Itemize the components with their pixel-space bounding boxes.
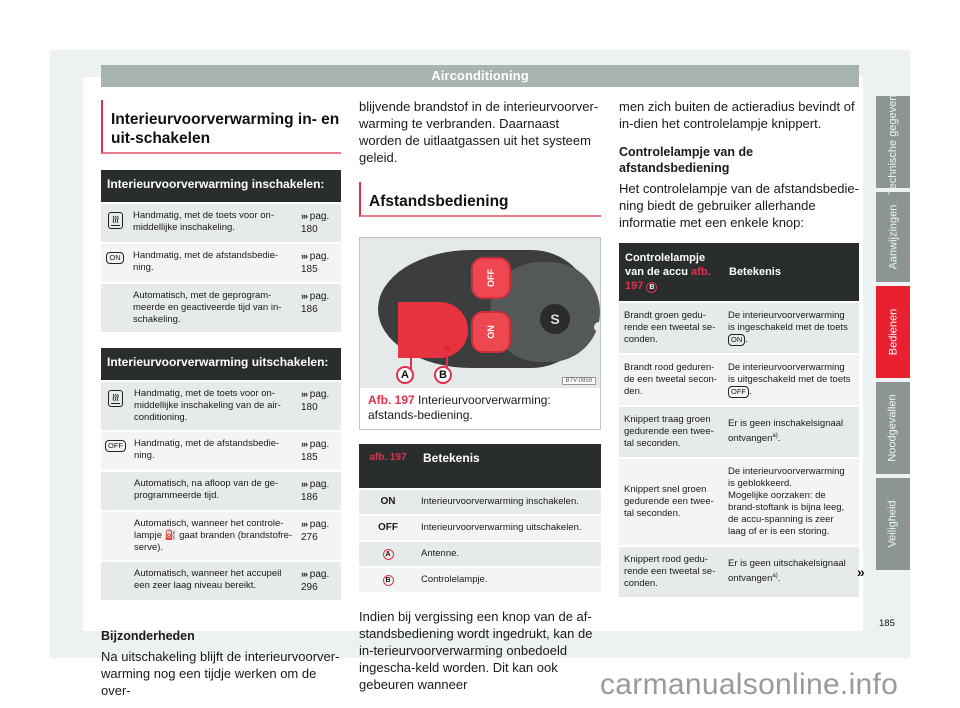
table-row xyxy=(359,516,601,540)
brand-logo-icon: S xyxy=(540,304,570,334)
table-uitschakelen xyxy=(101,346,341,602)
on-key-icon: ON xyxy=(106,252,123,264)
lamp-state: Brandt rood geduren-de een tweetal secon-den. xyxy=(619,355,723,405)
watermark: carmanualsonline.info xyxy=(600,668,899,701)
callout-b: B xyxy=(434,366,452,384)
table-row xyxy=(619,355,859,405)
footnote-ref: a) xyxy=(772,433,778,440)
row-text: Handmatig, met de afstandsbedie-ning. xyxy=(130,432,297,470)
table-row xyxy=(101,382,341,430)
lamp-state: Brandt groen gedu-rende een tweetal se-conden. xyxy=(619,303,723,353)
table-heading: Interieurvoorverwarming inschakelen: xyxy=(101,170,341,202)
lamp-state: Knippert rood gedu-rende een tweetal se-conden. xyxy=(619,547,723,597)
side-tabs xyxy=(876,89,910,574)
page-ref-link[interactable]: ››› pag. 180 xyxy=(297,204,341,242)
table-row xyxy=(101,512,341,560)
side-tab-aanwijzingen[interactable]: Aanwijzingen xyxy=(876,192,910,282)
figure-caption: Afb. 197 Interieurvoorverwarming: afstands-bediening. xyxy=(360,388,600,429)
meaning: De interieurvoorverwarming is ingeschakeld met de toets ON . xyxy=(723,303,859,353)
paragraph: Na uitschakeling blijft de interieurvoorver-warming nog een tijdje werken om de over- xyxy=(101,649,340,698)
column-1 xyxy=(101,90,341,699)
meaning: De interieurvoorverwarming is uitgeschakeld met de toets OFF . xyxy=(723,355,859,405)
table-row xyxy=(101,562,341,600)
page-ref-link[interactable]: ››› pag. 296 xyxy=(297,562,341,600)
table-head-meaning: Betekenis xyxy=(723,243,859,301)
callout-a-icon: A xyxy=(383,549,394,560)
row-text: Automatisch, met de geprogram-meerde en geactiveerde tijd van in-schakeling. xyxy=(129,284,297,332)
subheading-bijzonderheden: Bijzonderheden xyxy=(101,629,195,643)
table-row xyxy=(359,568,601,592)
on-button: ON xyxy=(471,311,511,353)
table-head-ref: afb. 197 xyxy=(359,444,417,488)
page-ref-link[interactable]: ››› pag. 276 xyxy=(297,512,341,560)
table-row xyxy=(359,542,601,566)
table-row xyxy=(101,244,341,282)
figure-code: B7V-0859 xyxy=(562,377,596,385)
table-head-lamp: Controlelampje van de accu afb. 197 B xyxy=(619,243,723,301)
meaning: Interieurvoorverwarming inschakelen. xyxy=(417,490,601,514)
section-title-in-uitschakelen: Interieurvoorverwarming in- en uit-schakelen xyxy=(101,100,341,154)
subheading-controlelampje: Controlelampje van de afstandsbediening xyxy=(619,145,754,175)
row-text: Handmatig, met de afstandsbedie-ning. xyxy=(129,244,297,282)
table-row xyxy=(101,472,341,510)
footnote-ref: a) xyxy=(772,573,778,580)
side-tab-bedienen[interactable]: Bedienen xyxy=(876,286,910,378)
lamp-state: Knippert traag groen gedurende een twee-tal seconden. xyxy=(619,407,723,457)
table-row xyxy=(101,204,341,242)
page-ref-link[interactable]: ››› pag. 186 xyxy=(297,472,341,510)
table-head-meaning: Betekenis xyxy=(417,444,601,488)
keyring-hole xyxy=(594,322,600,332)
table-row xyxy=(619,303,859,353)
side-tab-noodgevallen[interactable]: Noodgevallen xyxy=(876,382,910,474)
off-key-icon: OFF xyxy=(728,386,749,398)
meaning: Controlelampje. xyxy=(417,568,601,592)
table-row xyxy=(619,459,859,545)
column-3 xyxy=(619,90,859,599)
section-title-afstandsbediening: Afstandsbediening xyxy=(359,182,601,217)
on-key-icon: ON xyxy=(728,334,745,346)
meaning: De interieurvoorverwarming is geblokkeerd. Mogelijke oorzaken: de brand-stoftank is bijna leeg, de accu-spanning is zeer laag of er is een storing. xyxy=(723,459,859,545)
side-tab-veiligheid[interactable]: Veiligheid xyxy=(876,478,910,570)
table-row xyxy=(619,547,859,597)
page-number: 185 xyxy=(879,618,895,629)
paragraph: blijvende brandstof in de interieurvoorver-warming te verbranden. Daarnaast worden de uitlaatgassen uit het systeem geleid. xyxy=(359,99,599,165)
row-text: Handmatig, met de toets voor on-middellijke inschakeling van de air-conditioning. xyxy=(130,382,297,430)
key-label: ON xyxy=(359,490,417,514)
meaning: Interieurvoorverwarming uitschakelen. xyxy=(417,516,601,540)
side-tab-technische-gegevens[interactable]: Technische gegevens xyxy=(876,96,910,188)
table-row xyxy=(101,284,341,332)
table-heading: Interieurvoorverwarming uitschakelen: xyxy=(101,348,341,380)
table-row xyxy=(359,490,601,514)
page-ref-link[interactable]: ››› pag. 185 xyxy=(297,432,341,470)
figure-remote-control xyxy=(359,237,601,430)
lamp-state: Knippert snel groen gedurende een twee-tal seconden. xyxy=(619,459,723,545)
page-ref-link[interactable]: ››› pag. 185 xyxy=(297,244,341,282)
paragraph: men zich buiten de actieradius bevindt of in-dien het controlelampje knippert. xyxy=(619,99,855,131)
row-text: Handmatig, met de toets voor on-middellijke inschakeling. xyxy=(129,204,297,242)
paragraph: Het controlelampje van de afstandsbedie-ning biedt de gebruiker allerhande informatie met een enkele knop: xyxy=(619,181,859,230)
heat-button-icon xyxy=(108,212,123,229)
column-2 xyxy=(359,90,601,693)
continue-arrow-icon: » xyxy=(857,564,865,580)
key-label: OFF xyxy=(359,516,417,540)
row-text: Automatisch, wanneer het accupeil een zeer laag niveau bereikt. xyxy=(130,562,297,600)
meaning: Er is geen uitschakelsignaal ontvangen$^{a)}$. xyxy=(723,547,859,597)
table-row xyxy=(619,407,859,457)
page-ref-link[interactable]: ››› pag. 180 xyxy=(297,382,341,430)
callout-b-icon: B xyxy=(383,575,394,586)
table-remote-legend xyxy=(359,442,601,594)
page-ref-link[interactable]: ››› pag. 186 xyxy=(297,284,341,332)
table-inschakelen xyxy=(101,168,341,334)
remote-control-image xyxy=(360,238,600,388)
off-button: OFF xyxy=(471,257,511,299)
table-row xyxy=(101,432,341,470)
row-text: Automatisch, na afloop van de ge-programmeerde tijd. xyxy=(130,472,297,510)
antenne xyxy=(398,302,468,358)
table-controlelampje xyxy=(619,241,859,599)
meaning: Er is geen inschakelsignaal ontvangen$^{a)}$. xyxy=(723,407,859,457)
row-text: Automatisch, wanneer het controle-lampje ⛽ gaat branden (brandstofre-serve). xyxy=(130,512,297,560)
meaning: Antenne. xyxy=(417,542,601,566)
heat-button-icon xyxy=(108,390,123,407)
paragraph: Indien bij vergissing een knop van de af-standsbediening wordt ingedrukt, kan de in-terieurvoorverwarming onbedoeld ingescha-keld worden. Dit kan ook gebeuren wanneer xyxy=(359,609,593,692)
callout-a: A xyxy=(396,366,414,384)
chapter-header: Airconditioning xyxy=(101,65,859,87)
callout-b-icon: B xyxy=(646,282,657,293)
off-key-icon: OFF xyxy=(105,440,126,452)
